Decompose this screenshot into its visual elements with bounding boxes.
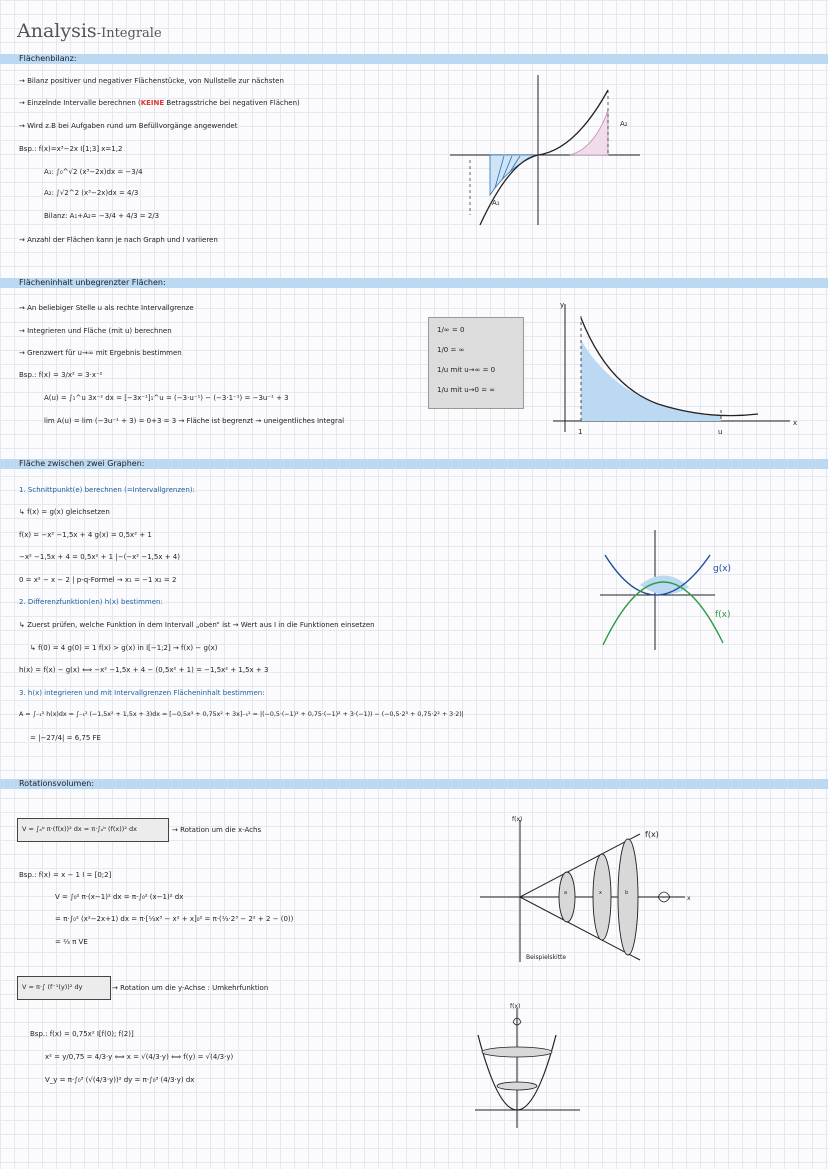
cubic-graph-figure bbox=[440, 70, 650, 230]
formula-line: = ⅔ π VE bbox=[55, 938, 88, 946]
formula-note: → Rotation um die x-Achs bbox=[172, 826, 262, 834]
tick-label-1: 1 bbox=[578, 428, 583, 436]
g-label: g(x) bbox=[713, 564, 732, 574]
bullet-line: → Einzelnde Intervalle berechnen (KEINE Betragsstriche bei negativen Flächen) bbox=[19, 99, 300, 107]
label-b: b bbox=[625, 890, 629, 896]
y-label: y bbox=[560, 301, 565, 309]
bullet-line: → Integrieren und Fläche (mit u) berechnen bbox=[19, 327, 172, 335]
formula-line: ↳ f(x) = g(x) gleichsetzen bbox=[19, 508, 110, 516]
disc bbox=[618, 839, 638, 955]
example-line: Bsp.: f(x) = x − 1 I = [0;2] bbox=[19, 871, 112, 879]
formula-line: A₂: ∫√2^2 (x³−2x)dx = 4/3 bbox=[44, 189, 139, 197]
x-label: x bbox=[687, 895, 691, 902]
formula-line: A = ∫₋₁² h(x)dx = ∫₋₁² (−1,5x² + 1,5x + 3)dx = [−0,5x³ + 0,75x² + 3x]₋₁² = |(−0,5·(−1)³ + 0,75·(−1)² + 3·(−1)) − (−0,5·2³ + 0,75·2² + 3·2)| bbox=[19, 711, 464, 718]
step-line: 2. Differenzfunktion(en) h(x) bestimmen: bbox=[19, 598, 163, 606]
section-band bbox=[0, 779, 828, 789]
area-a2 bbox=[570, 110, 608, 155]
example-line: Bsp.: f(x) = 0,75x² I[f(0); f(2)] bbox=[30, 1030, 134, 1038]
rotation-y-figure bbox=[470, 1000, 590, 1130]
formula-line: V = ∫₀² π·(x−1)² dx = π·∫₀² (x−1)² dx bbox=[55, 893, 184, 901]
parabolas-figure bbox=[595, 525, 765, 655]
label-mid: x bbox=[599, 890, 602, 896]
figure-caption: Beispielskitte bbox=[526, 954, 567, 961]
formula-note: → Rotation um die y-Achse : Umkehrfunktion bbox=[112, 984, 269, 992]
section-heading-flaechenbilanz: Flächenbilanz: bbox=[19, 54, 77, 63]
formula-line: A₁: ∫₀^√2 (x³−2x)dx = −3/4 bbox=[44, 168, 143, 176]
formula-line: ↳ f(0) = 4 g(0) = 1 f(x) > g(x) in I[−1;2] → f(x) − g(x) bbox=[30, 644, 218, 652]
bullet-line: → Wird z.B bei Aufgaben rund um Befüllvorgänge angewendet bbox=[19, 122, 238, 130]
limit-rules-box: 1/∞ = 0 1/0 = ∞ 1/u mit u→∞ = 0 1/u mit u→0 = ∞ bbox=[428, 317, 524, 409]
section-band bbox=[0, 54, 828, 64]
disc bbox=[593, 854, 611, 940]
formula-box-y-rotation: V = π·∫ (f⁻¹(y))² dy bbox=[17, 976, 111, 1000]
f-label: f(x) bbox=[715, 610, 731, 620]
formula-line: −x² −1,5x + 4 = 0,5x² + 1 |−(−x² −1,5x + 4) bbox=[19, 553, 180, 561]
fx-line-label: f(x) bbox=[645, 830, 659, 839]
formula-line: f(x) = −x² −1,5x + 4 g(x) = 0,5x² + 1 bbox=[19, 531, 152, 539]
formula-line: Bilanz: A₁+A₂= −3/4 + 4/3 = 2/3 bbox=[44, 212, 160, 220]
formula-box-x-rotation: V = ∫ₐᵇ π·(f(x))² dx = π·∫ₐᵇ (f(x))² dx bbox=[17, 818, 169, 842]
example-line: Bsp.: f(x)=x³−2x I[1;3] x=1,2 bbox=[19, 145, 123, 153]
area-a1 bbox=[490, 155, 538, 195]
rotation-x-figure bbox=[480, 812, 700, 967]
bullet-line: → Grenzwert für u→∞ mit Ergebnis bestimmen bbox=[19, 349, 182, 357]
page-title: Analysis-Integrale bbox=[17, 20, 162, 42]
section-heading-rotationsvolumen: Rotationsvolumen: bbox=[19, 779, 95, 788]
x-label: x bbox=[793, 419, 798, 427]
fx-axis-label: f(x) bbox=[512, 816, 523, 823]
disc bbox=[559, 872, 575, 922]
section-heading-unbegrenzt: Flächeninhalt unbegrenzter Flächen: bbox=[19, 278, 166, 287]
formula-line: A(u) = ∫₁^u 3x⁻² dx = [−3x⁻¹]₁^u = (−3·u⁻¹) − (−3·1⁻¹) = −3u⁻¹ + 3 bbox=[44, 394, 289, 402]
bullet-line: → An beliebiger Stelle u als rechte Intervallgrenze bbox=[19, 304, 194, 312]
disc bbox=[497, 1082, 537, 1090]
label-a2: A₂ bbox=[620, 120, 628, 128]
formula-line: V_y = π·∫₀³ (√(4/3·y))² dy = π·∫₀³ (4/3·y) dx bbox=[45, 1076, 195, 1084]
fx-axis-label: f(x) bbox=[510, 1003, 521, 1010]
formula-line: ↳ Zuerst prüfen, welche Funktion in dem Intervall „oben“ ist → Wert aus I in die Funktionen einsetzen bbox=[19, 621, 375, 629]
hyperbola-graph-figure bbox=[548, 296, 798, 436]
formula-line: = |−27/4| = 6,75 FE bbox=[30, 734, 101, 742]
bullet-line: → Bilanz positiver und negativer Flächenstücke, von Nullstelle zur nächsten bbox=[19, 77, 284, 85]
area-under-curve bbox=[581, 340, 721, 421]
example-line: Bsp.: f(x) = 3/x² = 3·x⁻² bbox=[19, 371, 103, 379]
step-line: 3. h(x) integrieren und mit Intervallgrenzen Flächeninhalt bestimmen: bbox=[19, 689, 265, 697]
formula-line: x² = y/0,75 = 4/3·y ⟺ x = √(4/3·y) ⟺ f(y) = √(4/3·y) bbox=[45, 1053, 234, 1061]
formula-line: h(x) = f(x) − g(x) ⟺ −x² −1,5x + 4 − (0,5x² + 1) = −1,5x² + 1,5x + 3 bbox=[19, 666, 269, 674]
label-a1: A₁ bbox=[492, 199, 500, 207]
tick-label-u: u bbox=[718, 428, 723, 436]
step-line: 1. Schnittpunkt(e) berechnen (=Intervallgrenzen): bbox=[19, 486, 195, 494]
disc bbox=[482, 1047, 552, 1057]
formula-line: lim A(u) = lim (−3u⁻¹ + 3) = 0+3 = 3 → Fläche ist begrenzt → uneigentliches Integral bbox=[44, 417, 345, 425]
formula-line: = π·∫₀² (x²−2x+1) dx = π·[⅓x³ − x² + x]₀² = π·(⅓·2³ − 2² + 2 − (0)) bbox=[55, 915, 294, 923]
section-heading-zwei-graphen: Fläche zwischen zwei Graphen: bbox=[19, 459, 145, 468]
label-a: a bbox=[564, 890, 568, 896]
bullet-line: → Anzahl der Flächen kann je nach Graph und I variieren bbox=[19, 236, 218, 244]
formula-line: 0 = x² − x − 2 | p-q-Formel → x₁ = −1 x₂ = 2 bbox=[19, 576, 177, 584]
